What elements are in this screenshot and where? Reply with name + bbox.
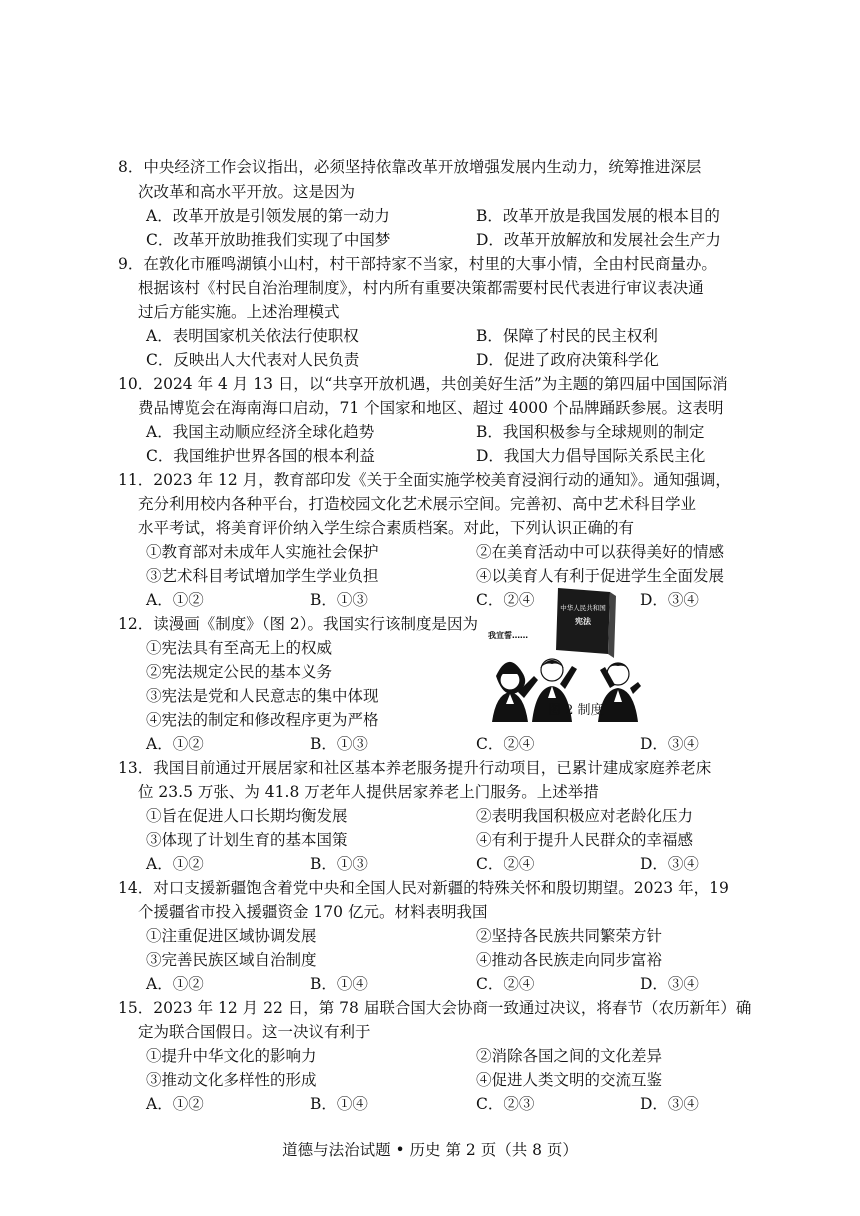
question-10-option-b: B．我国积极参与全球规则的制定 (476, 423, 705, 441)
question-9-line-2: 根据该村《村民自治治理制度》，村内所有重要决策都需要村民代表进行审议表决通 (138, 279, 704, 297)
question-12-choice-b: B．①③ (310, 735, 368, 753)
question-8-option-a: A．改革开放是引领发展的第一动力 (146, 207, 390, 225)
question-8-option-b: B．改革开放是我国发展的根本目的 (476, 207, 720, 225)
book-title-line-2: 宪法 (575, 617, 591, 626)
question-12-item-3: ③宪法是党和人民意志的集中体现 (146, 687, 379, 705)
question-14-item-2: ②坚持各民族共同繁荣方针 (476, 927, 663, 945)
question-13-item-4: ④有利于提升人民群众的幸福感 (476, 831, 694, 849)
question-12-item-1: ①宪法具有至高无上的权威 (146, 639, 333, 657)
page-footer: 道德与法治试题 • 历史 第 2 页（共 8 页） (282, 1141, 578, 1159)
question-11-line-2: 充分利用校内各种平台，打造校园文化艺术展示空间。完善初、高中艺术科目学业 (138, 495, 697, 513)
question-9-option-c: C．反映出人大代表对人民负责 (146, 351, 360, 369)
question-9-line-1: 9．在敦化市雁鸣湖镇小山村，村干部持家不当家，村里的大事小情，全由村民商量办。 (118, 255, 717, 273)
question-12-item-4: ④宪法的制定和修改程序更为严格 (146, 711, 379, 729)
question-15-choice-b: B．①④ (310, 1095, 368, 1113)
question-12-line-1: 12．读漫画《制度》（图 2）。我国实行该制度是因为 (118, 615, 479, 633)
question-15-line-1: 15．2023 年 12 月 22 日，第 78 届联合国大会协商一致通过决议，将春节（农历新年）确 (118, 999, 752, 1017)
question-11-item-2: ②在美育活动中可以获得美好的情感 (476, 543, 725, 561)
figure-caption: 图 2 制度 (548, 703, 604, 718)
question-13-item-1: ①旨在促进人口长期均衡发展 (146, 807, 348, 825)
book-title-line-1: 中华人民共和国 (560, 604, 606, 612)
question-13-line-1: 13．我国目前通过开展居家和社区基本养老服务提升行动项目，已累计建成家庭养老床 (118, 759, 712, 777)
question-11-choice-d: D．③④ (640, 591, 699, 609)
question-8-option-c: C．改革开放助推我们实现了中国梦 (146, 231, 391, 249)
question-15-item-3: ③推动文化多样性的形成 (146, 1071, 317, 1089)
question-13-item-3: ③体现了计划生育的基本国策 (146, 831, 348, 849)
question-13-choice-d: D．③④ (640, 855, 699, 873)
question-15-choice-c: C．②③ (476, 1095, 535, 1113)
question-14-choice-c: C．②④ (476, 975, 535, 993)
question-11-line-3: 水平考试，将美育评价纳入学生综合素质档案。对此，下列认识正确的有 (138, 519, 635, 537)
person-left (492, 662, 538, 722)
question-8-line-1: 8．中央经济工作会议指出，必须坚持依靠改革开放增强发展内生动力，统筹推进深层 (118, 158, 702, 176)
question-9-option-a: A．表明国家机关依法行使职权 (146, 327, 359, 345)
question-11-choice-a: A．①② (146, 591, 204, 609)
question-9-line-3: 过后方能实施。上述治理模式 (138, 303, 340, 321)
question-11-item-3: ③艺术科目考试增加学生学业负担 (146, 567, 379, 585)
question-15-item-4: ④促进人类文明的交流互鉴 (476, 1071, 663, 1089)
question-15-line-2: 定为联合国假日。这一决议有利于 (138, 1023, 371, 1041)
question-10-option-c: C．我国维护世界各国的根本利益 (146, 447, 375, 465)
question-12-choice-d: D．③④ (640, 735, 699, 753)
constitution-book (556, 588, 616, 658)
question-11-line-1: 11．2023 年 12 月，教育部印发《关于全面实施学校美育浸润行动的通知》。通知强调， (118, 471, 731, 489)
question-15-item-2: ②消除各国之间的文化差异 (476, 1047, 663, 1065)
question-15-item-1: ①提升中华文化的影响力 (146, 1047, 317, 1065)
question-13-item-2: ②表明我国积极应对老龄化压力 (476, 807, 694, 825)
question-14-item-4: ④推动各民族走向同步富裕 (476, 951, 663, 969)
question-14-item-3: ③完善民族区域自治制度 (146, 951, 317, 969)
question-14-choice-b: B．①④ (310, 975, 368, 993)
question-13-choice-a: A．①② (146, 855, 204, 873)
question-10-line-1: 10．2024 年 4 月 13 日，以“共享开放机遇，共创美好生活”为主题的第四届中国国际消 (118, 375, 728, 393)
question-12-choice-c: C．②④ (476, 735, 535, 753)
question-13-line-2: 位 23.5 万张、为 41.8 万老年人提供居家养老上门服务。上述举措 (138, 783, 599, 801)
question-10-line-2: 费品博览会在海南海口启动，71 个国家和地区、超过 4000 个品牌踊跃参展。这表明 (138, 399, 724, 417)
question-10-option-a: A．我国主动顺应经济全球化趋势 (146, 423, 375, 441)
speech-text: 我宣誓…… (488, 631, 528, 640)
question-11-choice-b: B．①③ (310, 591, 368, 609)
question-10-option-d: D．我国大力倡导国际关系民主化 (476, 447, 706, 465)
question-8-option-d: D．改革开放解放和发展社会生产力 (476, 231, 721, 249)
question-11-item-4: ④以美育人有利于促进学生全面发展 (476, 567, 725, 585)
question-14-choice-d: D．③④ (640, 975, 699, 993)
question-11-item-1: ①教育部对未成年人实施社会保护 (146, 543, 379, 561)
question-13-choice-c: C．②④ (476, 855, 535, 873)
question-12-choice-a: A．①② (146, 735, 204, 753)
question-14-line-1: 14．对口支援新疆饱含着党中央和全国人民对新疆的特殊关怀和殷切期望。2023 年，19 (118, 879, 729, 897)
question-11-choice-c: C．②④ (476, 591, 535, 609)
question-13-choice-b: B．①③ (310, 855, 368, 873)
question-14-item-1: ①注重促进区域协调发展 (146, 927, 317, 945)
question-15-choice-d: D．③④ (640, 1095, 699, 1113)
question-14-line-2: 个援疆省市投入援疆资金 170 亿元。材料表明我国 (138, 903, 488, 921)
question-12-item-2: ②宪法规定公民的基本义务 (146, 663, 333, 681)
question-9-option-b: B．保障了村民的民主权利 (476, 327, 658, 345)
question-14-choice-a: A．①② (146, 975, 204, 993)
question-15-choice-a: A．①② (146, 1095, 204, 1113)
question-9-option-d: D．促进了政府决策科学化 (476, 351, 659, 369)
question-8-line-2: 次改革和高水平开放。这是因为 (138, 183, 356, 201)
person-right (598, 663, 641, 722)
